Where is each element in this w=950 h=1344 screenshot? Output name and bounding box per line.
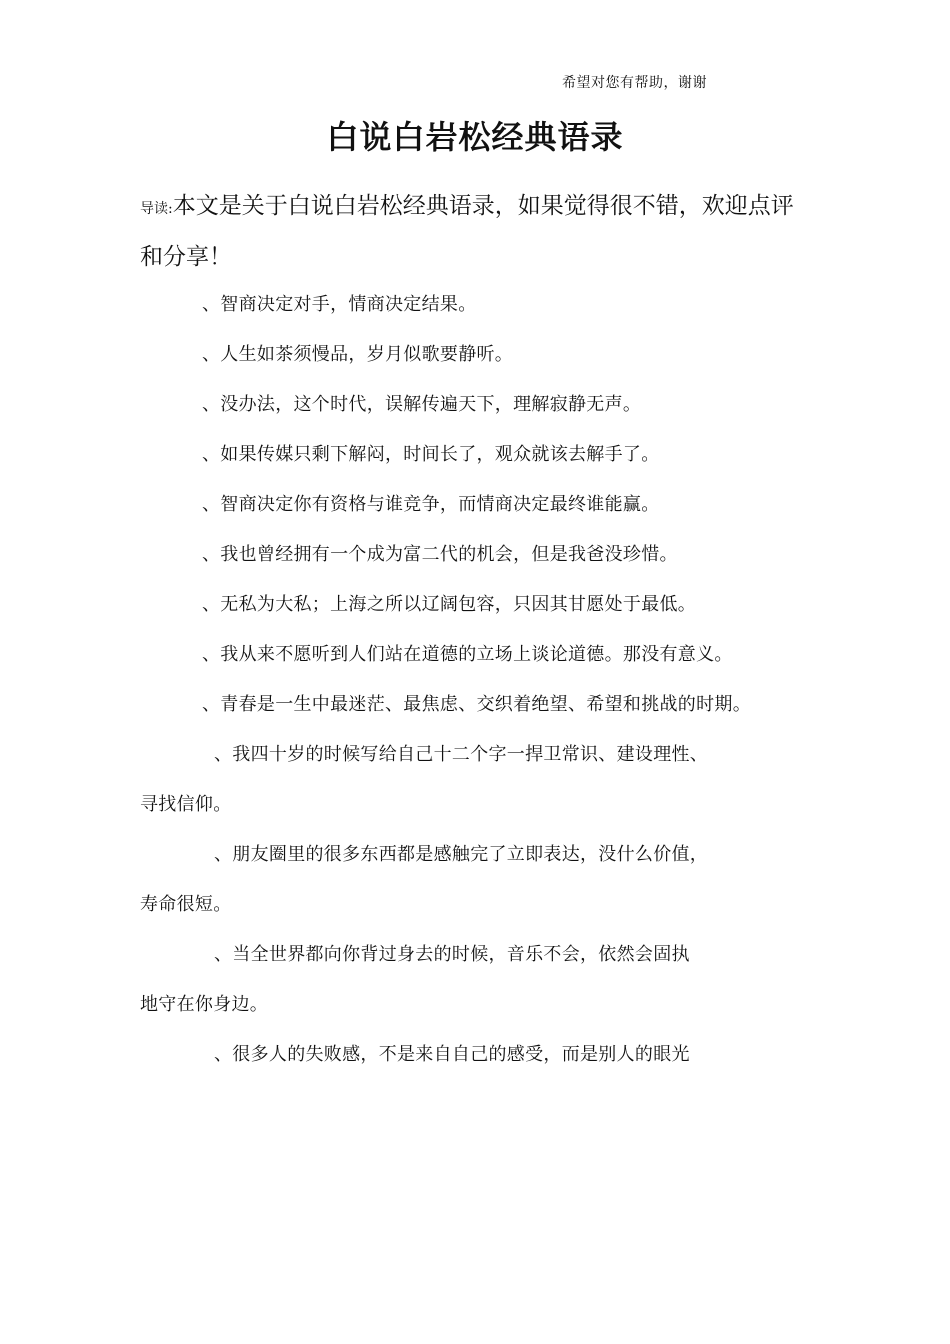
quote-line: 、当全世界都向你背过身去的时候，音乐不会，依然会固执 [214, 944, 690, 965]
document-title: 白说白岩松经典语录 [326, 118, 624, 156]
quote-line: 、如果传媒只剩下解闷，时间长了，观众就该去解手了。 [202, 444, 660, 465]
quote-line: 、无私为大私；上海之所以辽阔包容，只因其甘愿处于最低。 [202, 594, 697, 615]
quote-line: 、没办法，这个时代，误解传遍天下，理解寂静无声。 [202, 394, 642, 415]
quote-line: 、我也曾经拥有一个成为富二代的机会，但是我爸没珍惜。 [202, 544, 678, 565]
quote-line-continuation: 寻找信仰。 [140, 794, 232, 815]
header-note: 希望对您有帮助，谢谢 [562, 75, 707, 91]
quote-line: 、很多人的失败感，不是来自自己的感受，而是别人的眼光 [214, 1044, 690, 1065]
intro-label: 导读: [140, 201, 173, 217]
quote-line: 、朋友圈里的很多东西都是感触完了立即表达，没什么价值， [214, 844, 709, 865]
quote-line: 、我从来不愿听到人们站在道德的立场上谈论道德。那没有意义。 [202, 644, 733, 665]
intro-paragraph [140, 182, 810, 281]
quote-line: 、智商决定你有资格与谁竞争，而情商决定最终谁能赢。 [202, 494, 660, 515]
quote-line: 、我四十岁的时候写给自己十二个字一捍卫常识、建设理性、 [214, 744, 709, 765]
quote-line-continuation: 地守在你身边。 [140, 994, 269, 1015]
quote-line: 、青春是一生中最迷茫、最焦虑、交织着绝望、希望和挑战的时期。 [202, 694, 751, 715]
intro-text: 本文是关于白说白岩松经典语录，如果觉得很不错，欢迎点评和分享！ [140, 193, 794, 270]
quote-line: 、人生如茶须慢品，岁月似歌要静听。 [202, 344, 514, 365]
quote-line-continuation: 寿命很短。 [140, 894, 232, 915]
quote-line: 、智商决定对手，情商决定结果。 [202, 294, 477, 315]
